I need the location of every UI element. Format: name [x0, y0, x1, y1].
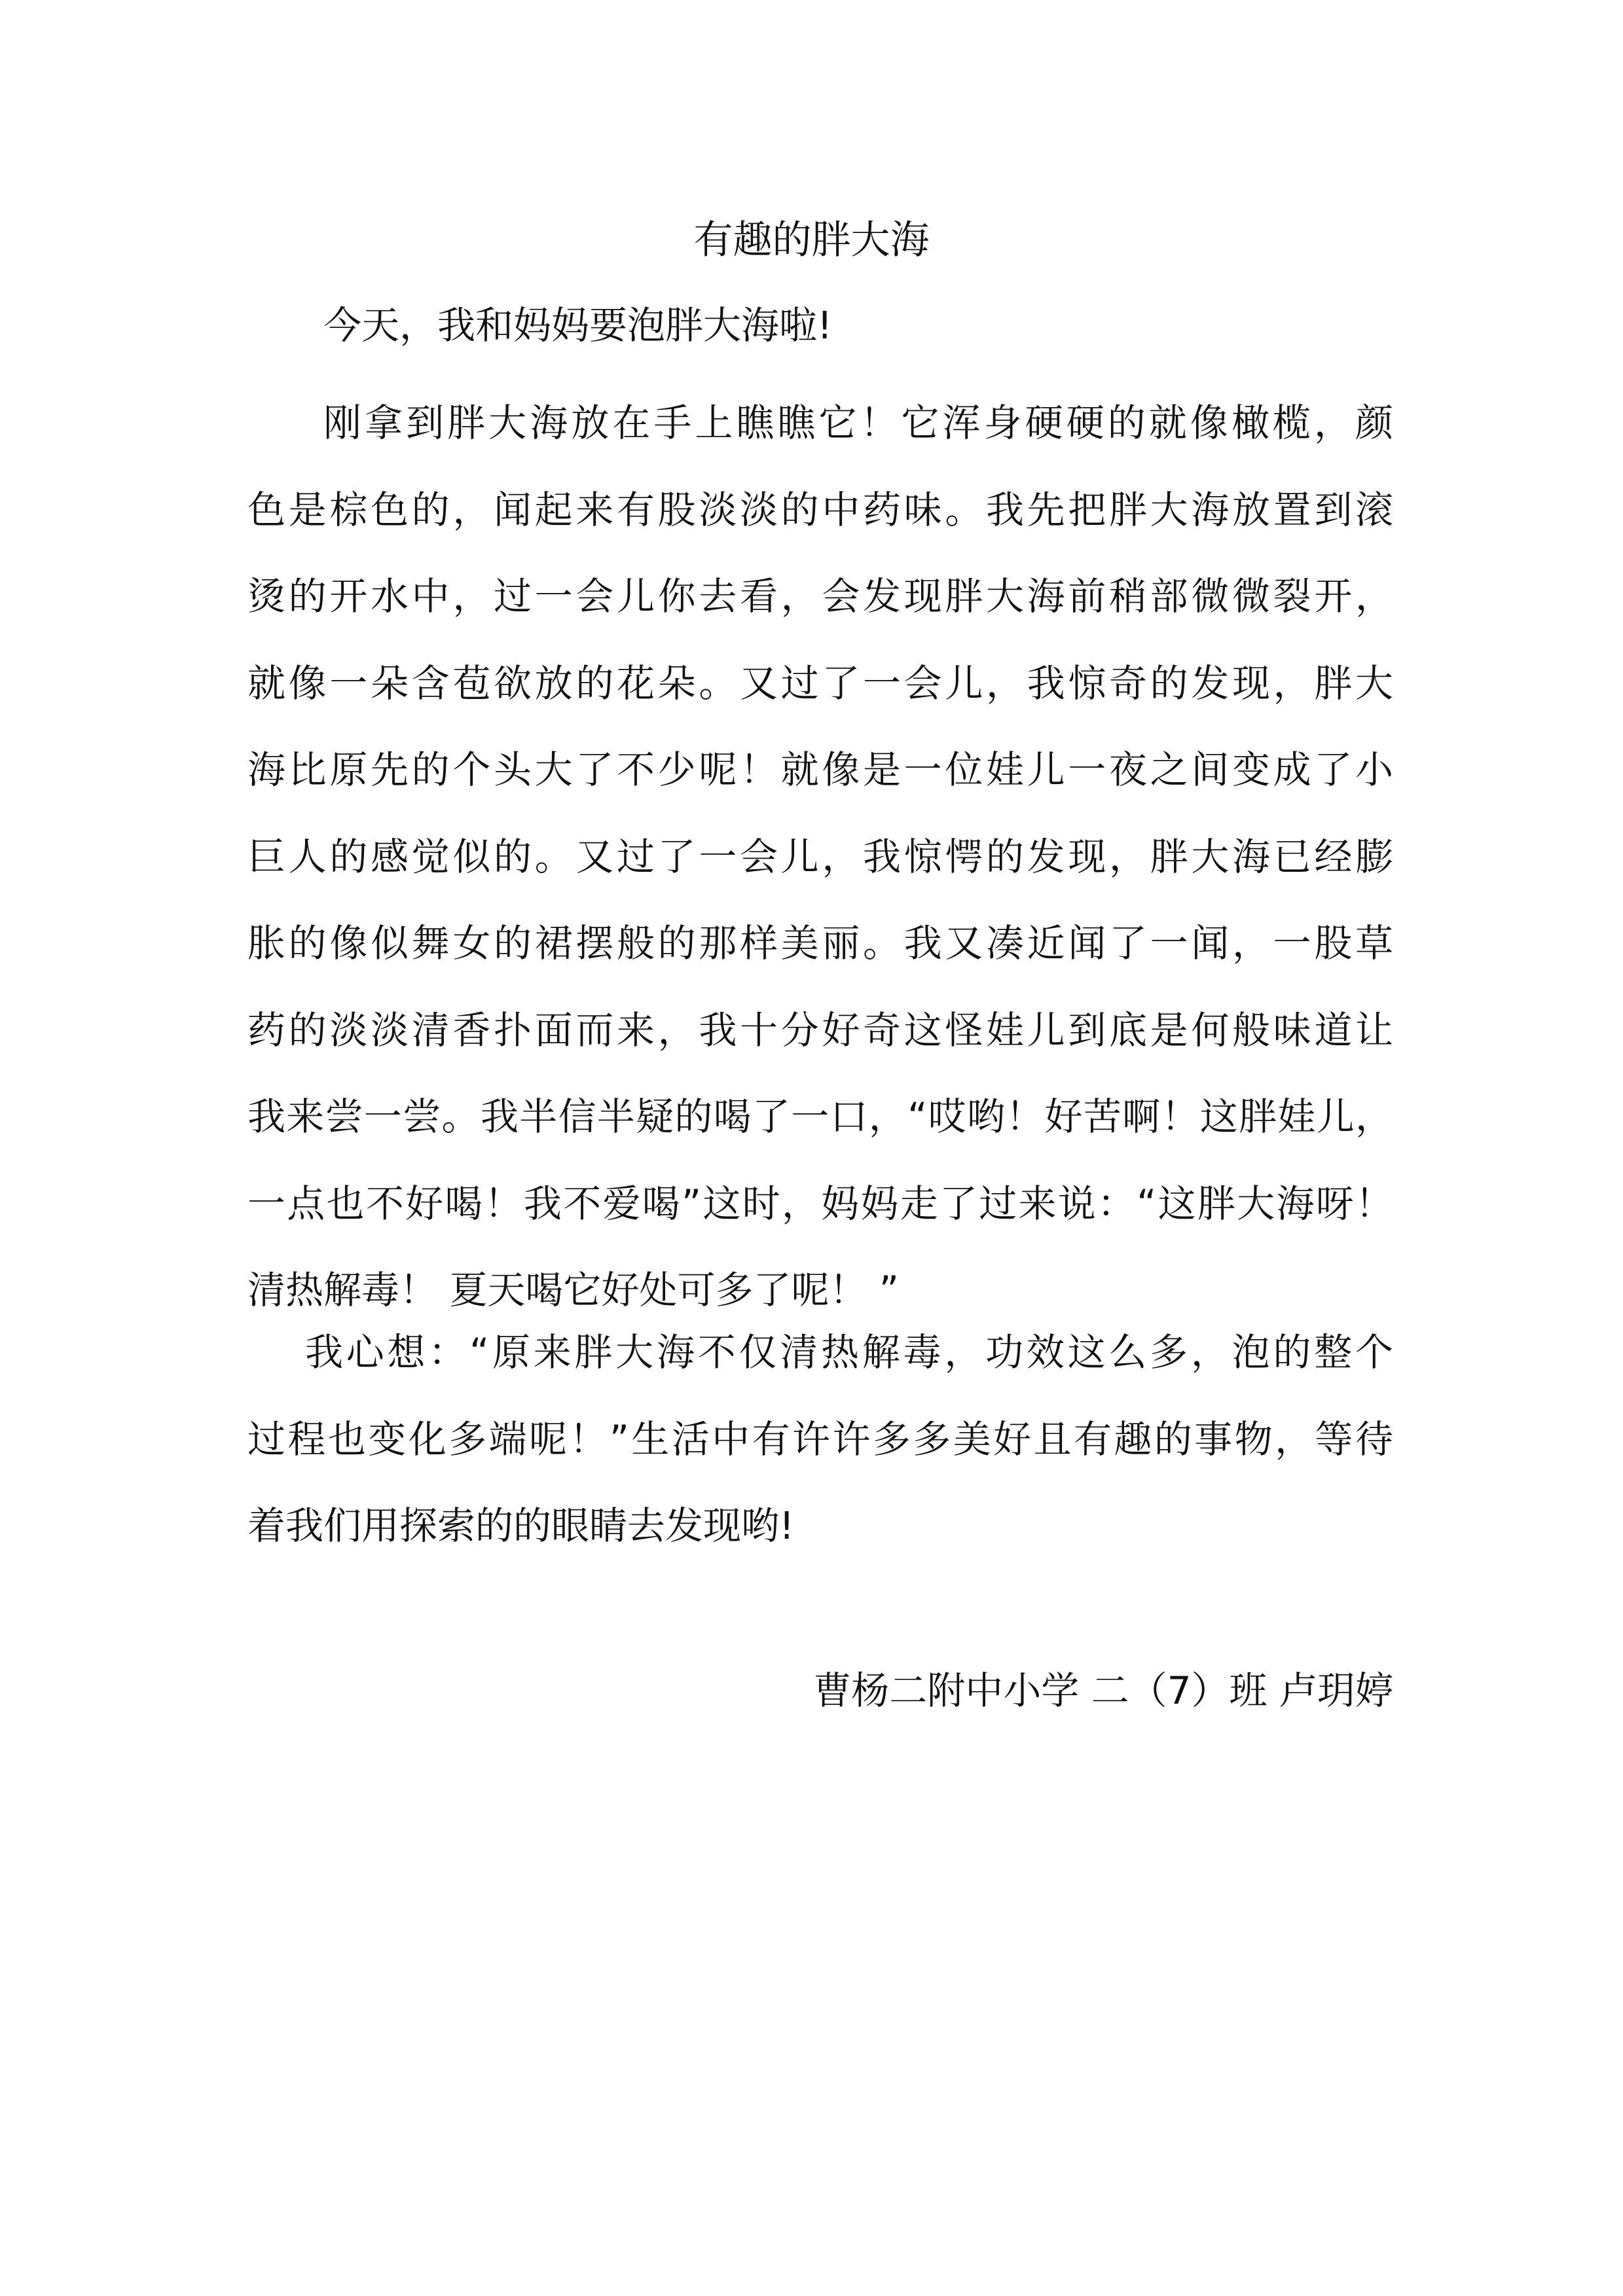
- paragraph-main-line: 色是棕色的，闻起来有股淡淡的中药味。我先把胖大海放置到滚: [247, 487, 1393, 532]
- paragraph-intro-text: 今天，我和妈妈要泡胖大海啦!: [323, 303, 833, 348]
- paragraph-main-line: 胀的像似舞女的裙摆般的那样美丽。我又凑近闻了一闻，一股草: [247, 921, 1393, 965]
- paragraph-main-line: 烫的开水中，过一会儿你去看，会发现胖大海前稍部微微裂开，: [247, 574, 1393, 619]
- paragraph-conclusion-line: 我心想：“原来胖大海不仅清热解毒，功效这么多，泡的整个: [305, 1330, 1393, 1374]
- paragraph-main-line: 刚拿到胖大海放在手上瞧瞧它！它浑身硬硬的就像橄榄，颜: [323, 401, 1393, 445]
- paragraph-main-line: 一点也不好喝！我不爱喝”这时，妈妈走了过来说：“这胖大海呀！: [247, 1181, 1393, 1226]
- paragraph-main-line: 清热解毒！ 夏天喝它好处可多了呢！ ”: [247, 1268, 899, 1312]
- paragraph-conclusion-line: 过程也变化多端呢！”生活中有许许多多美好且有趣的事物，等待: [247, 1416, 1393, 1462]
- essay-title: 有趣的胖大海: [693, 217, 930, 263]
- paragraph-intro: [247, 296, 1393, 355]
- paragraph-main-line: 巨人的感觉似的。又过了一会儿，我惊愕的发现，胖大海已经膨: [247, 834, 1393, 879]
- paragraph-conclusion-line: 着我们用探索的的眼睛去发现哟!: [247, 1503, 795, 1548]
- paragraph-main-line: 就像一朵含苞欲放的花朵。又过了一会儿，我惊奇的发现，胖大: [247, 660, 1393, 706]
- paragraph-main-line: 海比原先的个头大了不少呢！就像是一位娃儿一夜之间变成了小: [247, 747, 1393, 792]
- paragraph-conclusion: [247, 1309, 1393, 1570]
- paragraph-main: [247, 380, 1393, 1334]
- author-signature: 曹杨二附中小学 二（7）班 卢玥婷: [813, 1668, 1393, 1713]
- paragraph-main-line: 我来尝一尝。我半信半疑的喝了一口，“哎哟！好苦啊！这胖娃儿，: [247, 1094, 1393, 1139]
- paragraph-main-line: 药的淡淡清香扑面而来，我十分好奇这怪娃儿到底是何般味道让: [247, 1007, 1393, 1052]
